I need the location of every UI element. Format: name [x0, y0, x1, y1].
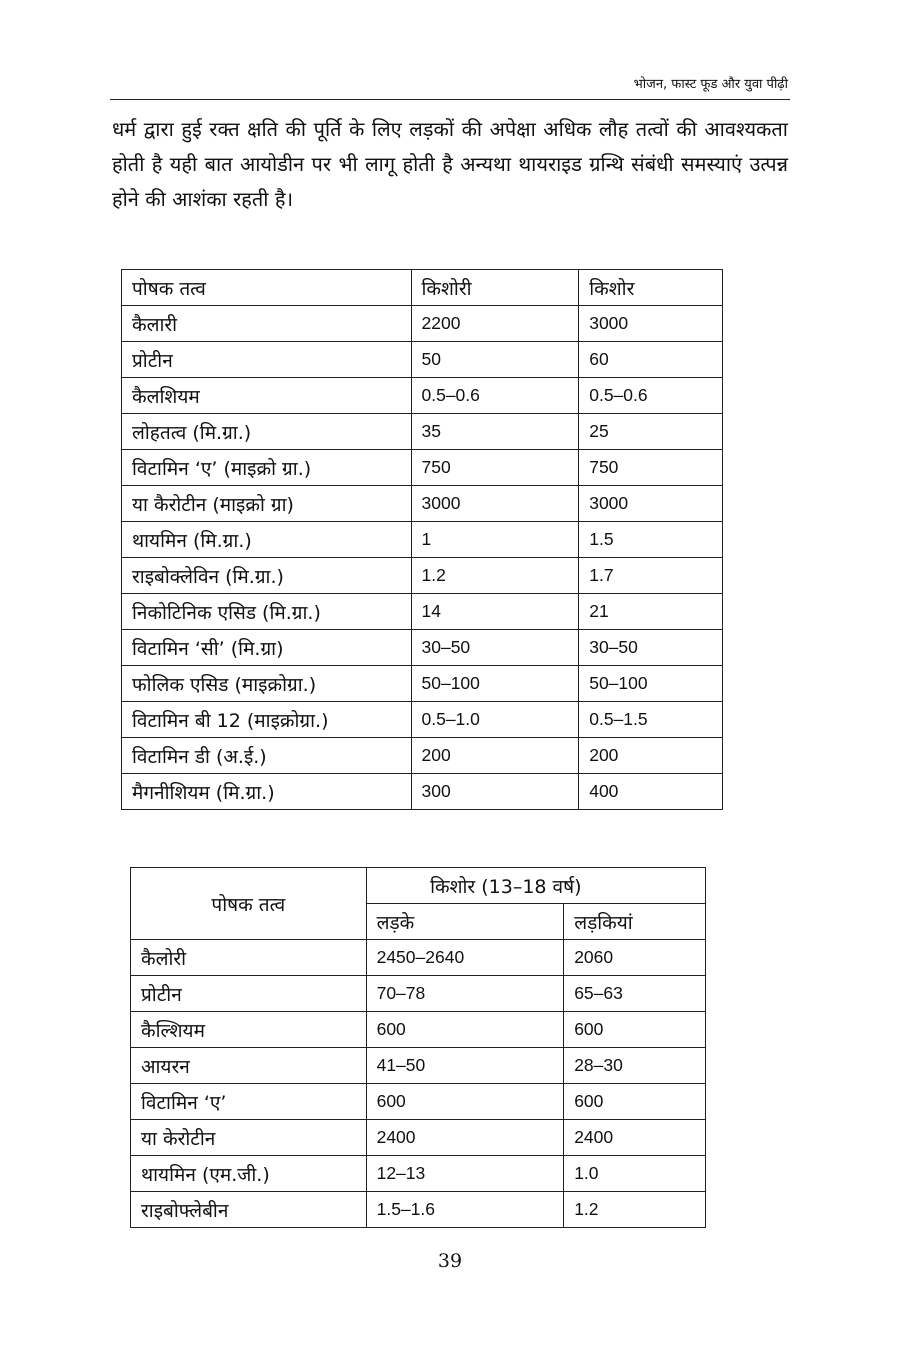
value-cell: 200 — [579, 738, 723, 774]
table-row — [122, 522, 723, 558]
value-cell: 28–30 — [564, 1048, 706, 1084]
value-cell: 2450–2640 — [366, 940, 564, 976]
value-cell: 3000 — [411, 486, 579, 522]
value-cell: 1.2 — [411, 558, 579, 594]
table-row — [131, 1012, 706, 1048]
table2-header-row — [131, 868, 706, 904]
value-cell: 600 — [564, 1084, 706, 1120]
table1-header-cell: पोषक तत्व — [122, 270, 412, 306]
body-paragraph: धर्म द्वारा हुई रक्त क्षति की पूर्ति के लिए लड़कों की अपेक्षा अधिक लौह तत्वों की आवश्यकता होती है यही बात आयोडीन पर भी लागू होती है अन्यथा थायराइड ग्रन्थि संबंधी समस्याएं उत्पन्न होने की आशंका रहती है। — [112, 117, 788, 211]
value-cell: 50–100 — [579, 666, 723, 702]
table-row — [131, 1156, 706, 1192]
nutrient-name-cell: प्रोटीन — [131, 976, 367, 1012]
table-row — [122, 666, 723, 702]
value-cell: 2400 — [366, 1120, 564, 1156]
nutrient-name-cell: विटामिन ‘ए’ (माइक्रो ग्रा.) — [122, 450, 412, 486]
running-header: भोजन, फास्ट फूड और युवा पीढ़ी — [633, 77, 788, 92]
nutrient-name-cell: या कैरोटीन (माइक्रो ग्रा) — [122, 486, 412, 522]
value-cell: 0.5–0.6 — [411, 378, 579, 414]
nutrient-name-cell: विटामिन ‘सी’ (मि.ग्रा) — [122, 630, 412, 666]
nutrient-name-cell: या केरोटीन — [131, 1120, 367, 1156]
nutrient-name-cell: फोलिक एसिड (माइक्रोग्रा.) — [122, 666, 412, 702]
value-cell: 0.5–0.6 — [579, 378, 723, 414]
value-cell: 30–50 — [411, 630, 579, 666]
nutrient-name-cell: प्रोटीन — [122, 342, 412, 378]
nutrient-name-cell: राइबोफ्लेबीन — [131, 1192, 367, 1228]
nutrient-name-cell: थायमिन (एम.जी.) — [131, 1156, 367, 1192]
table-row — [131, 940, 706, 976]
value-cell: 750 — [411, 450, 579, 486]
table-row — [131, 1084, 706, 1120]
nutrient-name-cell: मैगनीशियम (मि.ग्रा.) — [122, 774, 412, 810]
value-cell: 21 — [579, 594, 723, 630]
value-cell: 600 — [564, 1012, 706, 1048]
table2-header-boys: लड़के — [366, 904, 564, 940]
table-row — [122, 306, 723, 342]
value-cell: 14 — [411, 594, 579, 630]
table2-header-nutrient: पोषक तत्व — [131, 868, 367, 940]
nutrient-table-2 — [130, 867, 706, 1228]
value-cell: 300 — [411, 774, 579, 810]
value-cell: 50 — [411, 342, 579, 378]
table-row — [122, 558, 723, 594]
value-cell: 1.2 — [564, 1192, 706, 1228]
value-cell: 1.7 — [579, 558, 723, 594]
value-cell: 3000 — [579, 486, 723, 522]
nutrient-name-cell: विटामिन बी 12 (माइक्रोग्रा.) — [122, 702, 412, 738]
value-cell: 2200 — [411, 306, 579, 342]
table-row — [122, 378, 723, 414]
nutrient-name-cell: आयरन — [131, 1048, 367, 1084]
value-cell: 200 — [411, 738, 579, 774]
nutrient-table-1 — [121, 269, 723, 810]
table-row — [122, 342, 723, 378]
value-cell: 2060 — [564, 940, 706, 976]
table-row — [122, 450, 723, 486]
table-row — [131, 1048, 706, 1084]
nutrient-name-cell: कैलशियम — [122, 378, 412, 414]
value-cell: 600 — [366, 1084, 564, 1120]
value-cell: 12–13 — [366, 1156, 564, 1192]
header-rule — [110, 99, 790, 100]
value-cell: 400 — [579, 774, 723, 810]
table-row — [131, 1192, 706, 1228]
value-cell: 1.5–1.6 — [366, 1192, 564, 1228]
nutrient-name-cell: विटामिन डी (अ.ई.) — [122, 738, 412, 774]
value-cell: 600 — [366, 1012, 564, 1048]
table-row — [122, 414, 723, 450]
table-row — [122, 630, 723, 666]
value-cell: 60 — [579, 342, 723, 378]
nutrient-name-cell: राइबोक्लेविन (मि.ग्रा.) — [122, 558, 412, 594]
table-row — [122, 702, 723, 738]
value-cell: 2400 — [564, 1120, 706, 1156]
table-row — [122, 738, 723, 774]
value-cell: 0.5–1.0 — [411, 702, 579, 738]
table2-header-girls: लड़कियां — [564, 904, 706, 940]
nutrient-name-cell: लोहतत्व (मि.ग्रा.) — [122, 414, 412, 450]
value-cell: 70–78 — [366, 976, 564, 1012]
table1-header-cell: किशोरी — [411, 270, 579, 306]
value-cell: 3000 — [579, 306, 723, 342]
table-row — [122, 774, 723, 810]
table2-header-group: किशोर (13–18 वर्ष) — [366, 868, 705, 904]
nutrient-name-cell: कैलोरी — [131, 940, 367, 976]
value-cell: 1.0 — [564, 1156, 706, 1192]
value-cell: 50–100 — [411, 666, 579, 702]
value-cell: 750 — [579, 450, 723, 486]
page-number: 39 — [437, 1250, 463, 1272]
table-row — [122, 594, 723, 630]
table-row — [131, 976, 706, 1012]
nutrient-name-cell: थायमिन (मि.ग्रा.) — [122, 522, 412, 558]
table-row — [131, 1120, 706, 1156]
table1-header-cell: किशोर — [579, 270, 723, 306]
value-cell: 0.5–1.5 — [579, 702, 723, 738]
nutrient-name-cell: कैल्शियम — [131, 1012, 367, 1048]
value-cell: 25 — [579, 414, 723, 450]
value-cell: 30–50 — [579, 630, 723, 666]
value-cell: 65–63 — [564, 976, 706, 1012]
nutrient-name-cell: कैलारी — [122, 306, 412, 342]
value-cell: 35 — [411, 414, 579, 450]
value-cell: 1.5 — [579, 522, 723, 558]
nutrient-name-cell: विटामिन ‘ए’ — [131, 1084, 367, 1120]
value-cell: 1 — [411, 522, 579, 558]
table1-header-row — [122, 270, 723, 306]
table-row — [122, 486, 723, 522]
nutrient-name-cell: निकोटिनिक एसिड (मि.ग्रा.) — [122, 594, 412, 630]
value-cell: 41–50 — [366, 1048, 564, 1084]
